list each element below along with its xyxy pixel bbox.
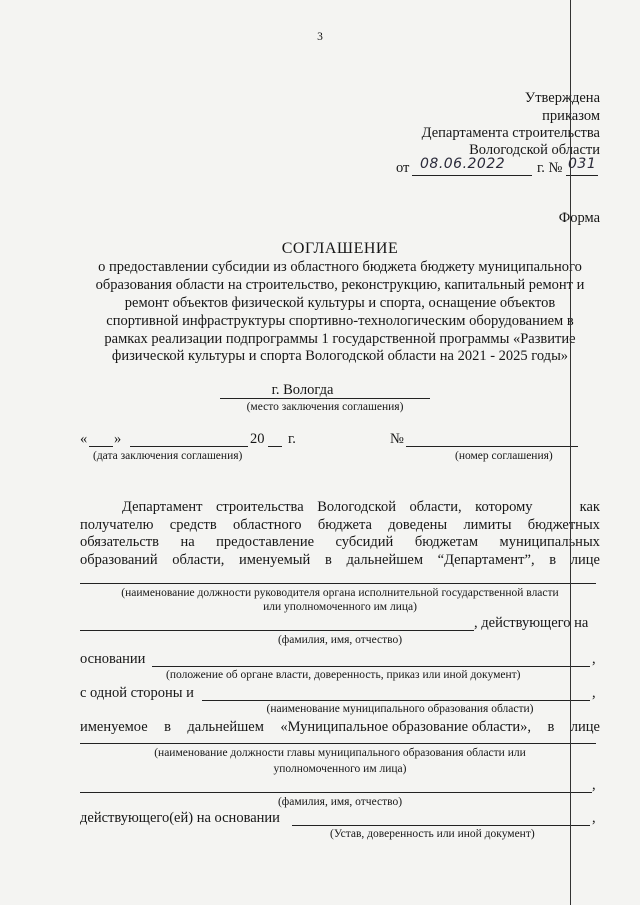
body-line-2: получателю средств областного бюджета доведены лимиты бюджетных — [80, 517, 600, 533]
municipal-line — [202, 700, 590, 701]
month-line — [130, 446, 248, 447]
caption-position-2: или уполномоченного им лица) — [263, 601, 417, 613]
place-value: г. Вологда — [271, 382, 334, 398]
basis-line — [152, 666, 590, 667]
position-line — [80, 583, 596, 584]
approval-number: 031 — [568, 156, 597, 172]
approval-from: от — [396, 160, 410, 176]
body-line-1: Департамент строительства Вологодской области, которому как — [122, 499, 600, 515]
caption-charter: (Устав, доверенность или иной документ) — [330, 828, 535, 840]
approval-date: 08.06.2022 — [420, 156, 506, 172]
subtitle-line-5: рамках реализации подпрограммы 1 государственной программы «Развитие — [104, 331, 576, 347]
approval-line-2: приказом — [542, 108, 600, 124]
basis-label: основании — [80, 651, 146, 667]
caption-head-1: (наименование должности главы муниципального образования области или — [154, 747, 526, 759]
date-caption: (дата заключения соглашения) — [93, 450, 243, 462]
body-line-4: образований области, именуемый в дальнейшем “Департамент”, в лице — [80, 552, 600, 568]
basis-comma: , — [592, 651, 596, 667]
year-label: 20 — [250, 431, 265, 447]
quote-close: » — [114, 431, 122, 447]
year-suffix: г. — [288, 431, 296, 447]
acting-basis-comma: , — [592, 810, 596, 826]
day-line — [89, 446, 113, 447]
caption-fio-1: (фамилия, имя, отчество) — [277, 634, 403, 646]
acting-basis-label: действующего(ей) на основании — [80, 810, 280, 826]
document-title: СОГЛАШЕНИЕ — [281, 240, 399, 257]
page-number: 3 — [317, 31, 323, 43]
subtitle-line-3: ремонт объектов физической культуры и спорта, оснащение объектов — [124, 295, 556, 311]
fio-comma: , — [592, 777, 596, 793]
caption-basis: (положение об органе власти, доверенность, приказ или иной документ) — [166, 669, 521, 681]
year-line — [268, 446, 282, 447]
form-label: Форма — [558, 210, 600, 226]
one-side-label: с одной стороны и — [80, 685, 194, 701]
caption-fio-2: (фамилия, имя, отчество) — [277, 796, 403, 808]
subtitle-line-1: о предоставлении субсидии из областного бюджета бюджету муниципального — [98, 259, 582, 275]
number-sign: № — [390, 431, 404, 447]
approval-line-3: Департамента строительства — [421, 125, 600, 141]
number-caption: (номер соглашения) — [455, 450, 553, 462]
acting-label: , действующего на — [474, 615, 589, 631]
caption-municipal: (наименование муниципального образования области) — [266, 703, 534, 715]
fio-line-2 — [80, 792, 592, 793]
head-position-line — [80, 743, 596, 744]
scan-fold-line — [570, 0, 571, 905]
approval-line-4: Вологодской области — [469, 142, 600, 158]
agreement-number-line — [406, 446, 578, 447]
quote-open: « — [80, 431, 88, 447]
approval-number-label: г. № — [537, 160, 563, 176]
approval-line-1: Утверждена — [524, 90, 600, 106]
named-line: именуемое в дальнейшем «Муниципальное образование области», в лице — [80, 719, 600, 735]
place-caption: (место заключения соглашения) — [246, 401, 404, 413]
charter-line — [292, 825, 590, 826]
caption-position-1: (наименование должности руководителя органа исполнительной государственной власти — [121, 587, 559, 599]
subtitle-line-2: образования области на строительство, реконструкцию, капитальный ремонт и — [95, 277, 585, 293]
subtitle-line-4: спортивной инфраструктуры спортивно-технологическим оборудованием в — [106, 313, 574, 329]
subtitle-line-6: физической культуры и спорта Вологодской области на 2021 - 2025 годы» — [111, 348, 569, 364]
approval-date-line — [412, 175, 532, 176]
body-line-3: обязательств на предоставление субсидий бюджетам муниципальных — [80, 534, 600, 550]
caption-head-2: уполномоченного им лица) — [273, 763, 407, 775]
fio-line-1 — [80, 630, 474, 631]
one-side-comma: , — [592, 685, 596, 701]
